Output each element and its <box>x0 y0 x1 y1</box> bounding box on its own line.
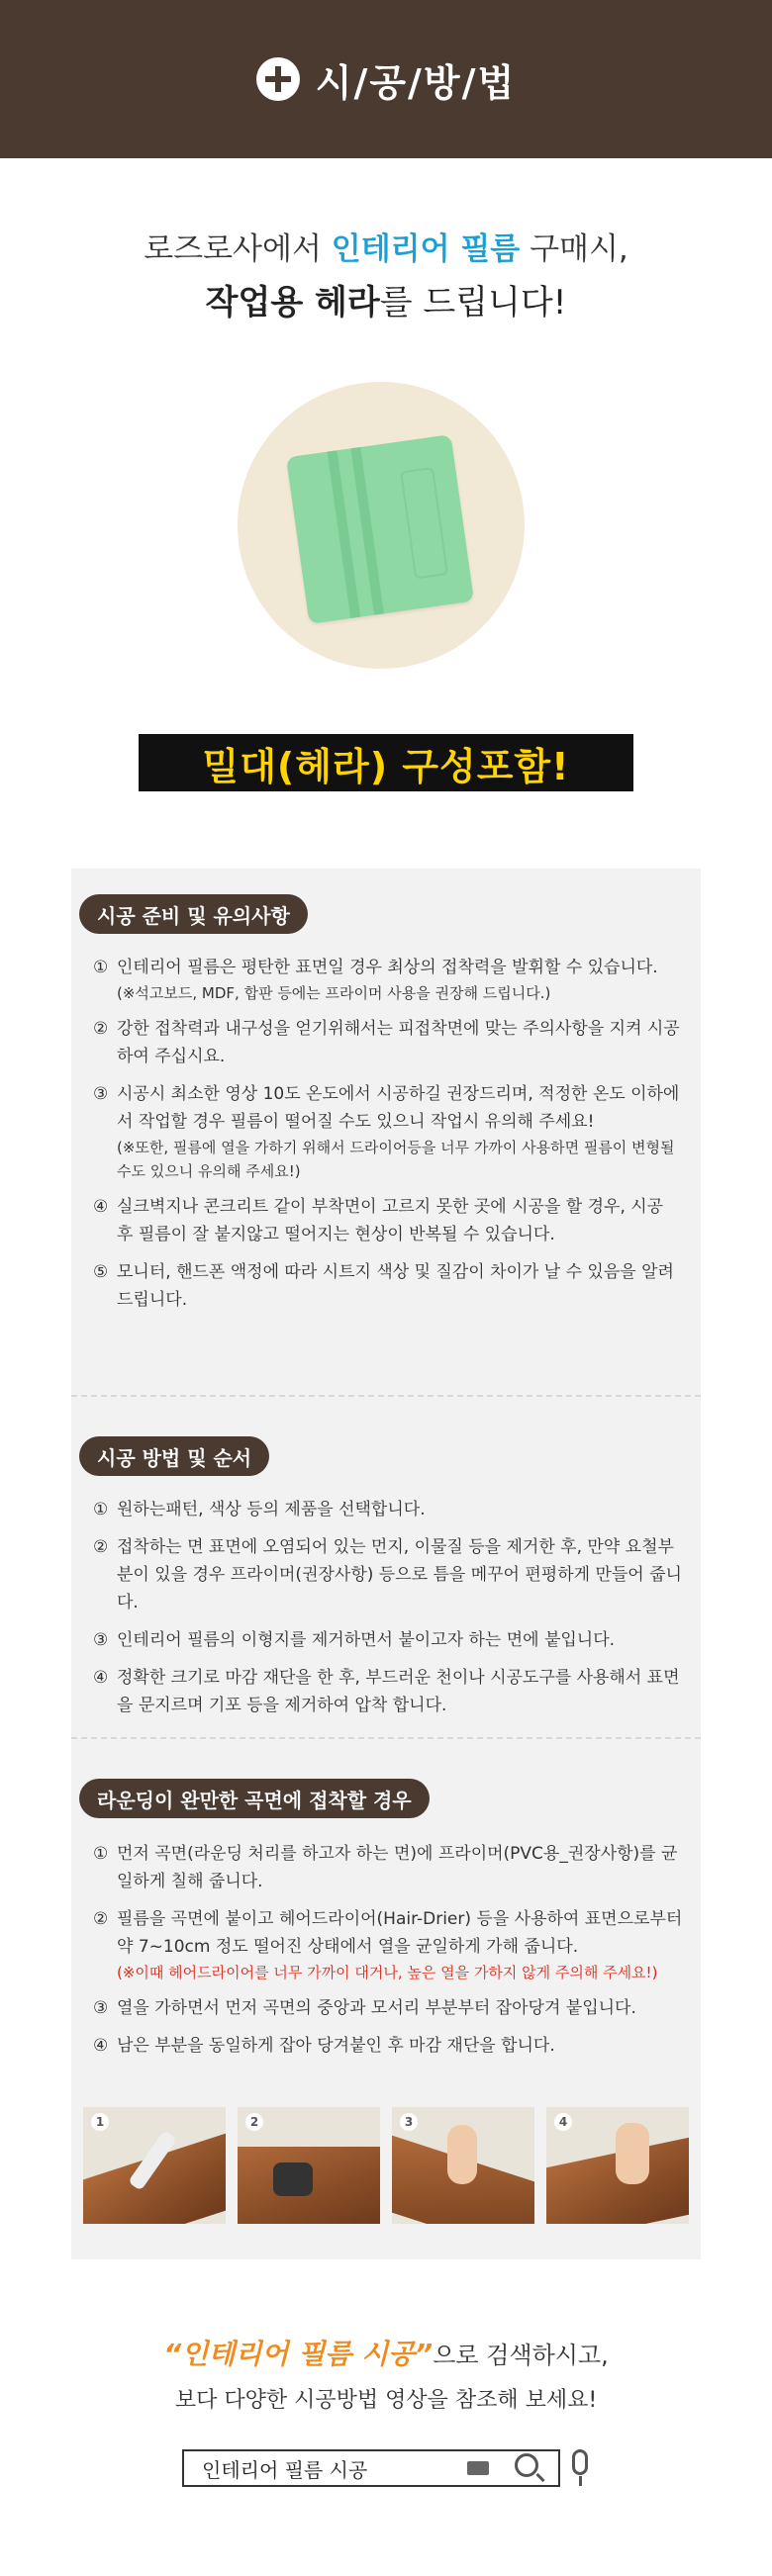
list-item: ① 인테리어 필름은 평탄한 표면일 경우 최상의 접착력을 발휘할 수 있습니다. (※석고보드, MDF, 합판 등에는 프라이머 사용을 권장해 드립니다.) <box>93 958 658 1002</box>
list-item: ⑤ 모니터, 핸드폰 액정에 따라 시트지 색상 및 질감이 차이가 날 수 있음을 알려드립니다. <box>93 1262 674 1310</box>
section-preparation-list <box>93 954 683 1324</box>
list-item: ③ 열을 가하면서 먼저 곡면의 중앙과 모서리 부분부터 잡아당겨 붙입니다. <box>93 1998 636 2018</box>
list-item: ④ 정확한 크기로 마감 재단을 한 후, 부드러운 천이나 시공도구를 사용해서 표면을 문지르며 기포 등을 제거하여 압착 합니다. <box>93 1668 680 1715</box>
divider <box>71 1395 701 1397</box>
list-item: ③ 시공시 최소한 영상 10도 온도에서 시공하길 권장드리며, 적정한 온도 이하에서 작업할 경우 필름이 떨어질 수도 있으니 작업시 유의해 주세요! (※또한, 필름에 열을 가하기 위해서 드라이어등을 너무 가까이 사용하면 필름이 변형될 수도 있으니 유의해 주세요!) <box>93 1084 680 1180</box>
step-photo-pulling: 3 <box>392 2107 534 2224</box>
microphone-icon[interactable] <box>572 2449 588 2475</box>
keyboard-icon[interactable] <box>467 2461 489 2475</box>
step-photo-primer: 1 <box>83 2107 226 2224</box>
search-guide: “인테리어 필름 시공”으로 검색하시고, 보다 다양한 시공방법 영상을 참조해 보세요! <box>163 2338 609 2413</box>
intro-line-2: 작업용 헤라를 드립니다! <box>205 283 567 322</box>
section-title-rounded-surface: 라운딩이 완만한 곡면에 접착할 경우 <box>79 1779 430 1818</box>
step-photos <box>83 2107 689 2224</box>
squeegee-card <box>286 434 474 624</box>
list-item: ① 원하는패턴, 색상 등의 제품을 선택합니다. <box>93 1500 426 1519</box>
search-icon[interactable] <box>515 2453 538 2477</box>
section-rounded-list <box>93 1840 683 2070</box>
search-keyword-highlight: “인테리어 필름 시공” <box>163 2338 434 2370</box>
intro-highlight: 인테리어 필름 <box>331 231 521 267</box>
plus-circle-icon <box>256 57 300 101</box>
intro-line-1: 로즈로사에서 인테리어 필름 구매시, <box>144 231 628 267</box>
section-title-preparation: 시공 준비 및 유의사항 <box>79 894 308 934</box>
search-input[interactable]: 인테리어 필름 시공 <box>182 2449 560 2487</box>
page-header <box>0 0 772 158</box>
section-method-list <box>93 1496 683 1729</box>
list-item: ② 접착하는 면 표면에 오염되어 있는 먼지, 이물질 등을 제거한 후, 만약 요철부분이 있을 경우 프라이머(권장사항) 등으로 틈을 메꾸어 편평하게 만들어 줍니다. <box>93 1537 682 1612</box>
intro-bold: 작업용 헤라 <box>205 283 380 322</box>
step-photo-trimming: 4 <box>546 2107 689 2224</box>
intro-text <box>0 226 772 328</box>
list-item: ④ 남은 부분을 동일하게 잡아 당겨붙인 후 마감 재단을 합니다. <box>93 2036 555 2056</box>
list-item: ④ 실크벽지나 콘크리트 같이 부착면이 고르지 못한 곳에 시공을 할 경우, 시공 후 필름이 잘 붙지않고 떨어지는 현상이 반복될 수 있습니다. <box>93 1197 664 1244</box>
step-photo-heating: 2 <box>238 2107 380 2224</box>
included-badge: 밀대(헤라) 구성포함! <box>139 734 633 791</box>
section-title-method: 시공 방법 및 순서 <box>79 1436 269 1476</box>
divider <box>71 1737 701 1739</box>
warning-note: (※이때 헤어드라이어를 너무 가까이 대거나, 높은 열을 가하지 않게 주의해 주세요!) <box>117 1964 658 1981</box>
list-item: ② 강한 접착력과 내구성을 얻기위해서는 피접착면에 맞는 주의사항을 지켜 시공하여 주십시요. <box>93 1019 680 1066</box>
instructions-panel <box>71 869 701 2259</box>
squeegee-image <box>238 382 525 669</box>
list-item: ① 먼저 곡면(라운딩 처리를 하고자 하는 면)에 프라이머(PVC용_권장사항)를 균일하게 칠해 줍니다. <box>93 1844 678 1891</box>
list-item: ② 필름을 곡면에 붙이고 헤어드라이어(Hair-Drier) 등을 사용하여 표면으로부터 약 7~10cm 정도 떨어진 상태에서 열을 균일하게 가해 줍니다. (※이때 헤어드라이어를 너무 가까이 대거나, 높은 열을 가하지 않게 주의해 주세요!) <box>93 1905 683 1984</box>
list-item: ③ 인테리어 필름의 이형지를 제거하면서 붙이고자 하는 면에 붙입니다. <box>93 1630 616 1650</box>
page-title: 시/공/방/법 <box>315 60 517 105</box>
